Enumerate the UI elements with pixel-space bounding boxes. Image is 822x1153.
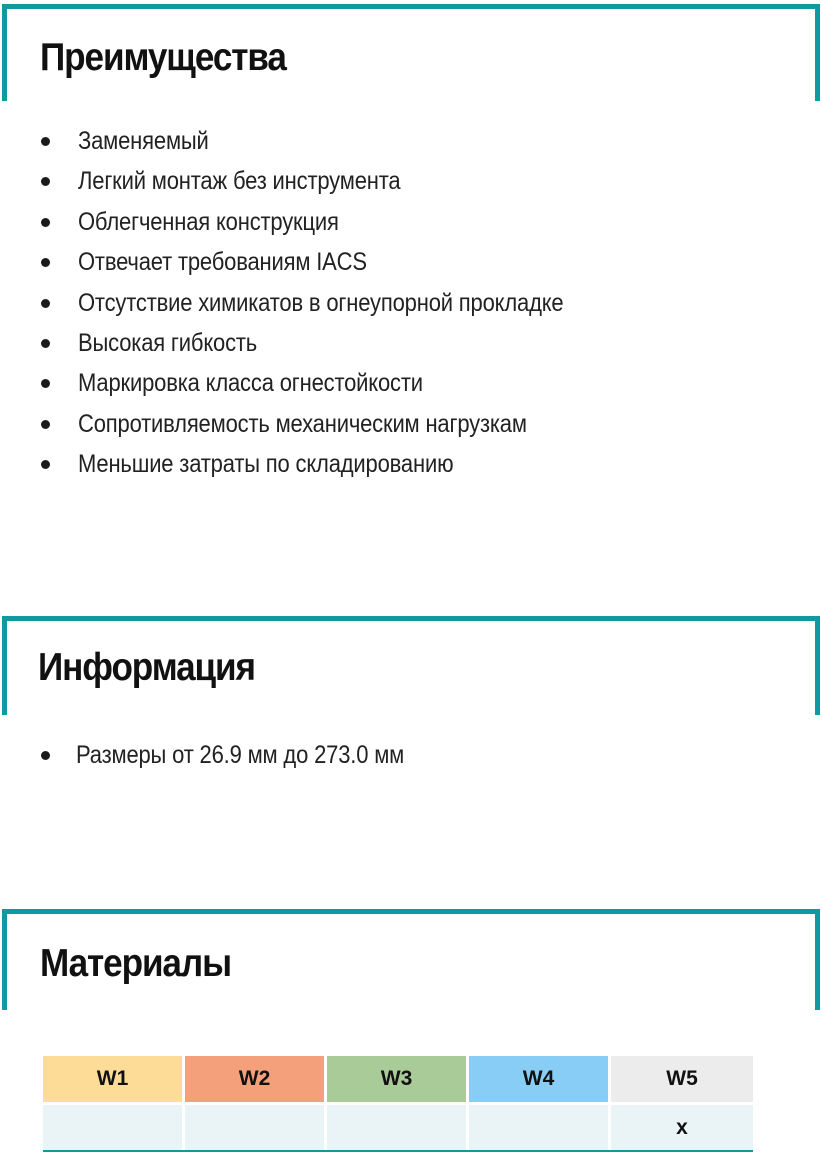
advantage-text: Отсутствие химикатов в огнеупорной прокладке — [78, 288, 564, 317]
advantage-text: Легкий монтаж без инструмента — [78, 167, 401, 196]
material-cell-w5: x — [611, 1105, 753, 1150]
bullet-icon — [41, 339, 50, 348]
material-header-w3: W3 — [327, 1056, 469, 1105]
advantage-text: Маркировка класса огнестойкости — [78, 369, 423, 398]
bullet-icon — [41, 137, 50, 146]
material-header-w1: W1 — [43, 1056, 185, 1105]
material-header-w2: W2 — [185, 1056, 327, 1105]
advantage-text: Заменяемый — [78, 127, 209, 155]
bullet-icon — [41, 420, 50, 429]
bullet-icon — [41, 379, 50, 388]
advantage-text: Сопротивляемость механическим нагрузкам — [78, 409, 527, 438]
bullet-icon — [41, 218, 50, 227]
materials-title: Материалы — [40, 942, 231, 985]
bullet-icon — [41, 258, 50, 267]
bullet-icon — [41, 460, 50, 469]
materials-table — [43, 1056, 753, 1152]
advantages-title: Преимущества — [40, 36, 286, 79]
materials-header-row — [43, 1056, 753, 1105]
advantage-text: Облегченная конструкция — [78, 207, 339, 236]
material-cell-w1 — [43, 1105, 185, 1150]
bullet-icon — [41, 299, 50, 308]
materials-value-row — [43, 1105, 753, 1150]
information-title: Информация — [38, 646, 255, 689]
advantage-text: Отвечает требованиям IACS — [78, 248, 367, 277]
advantage-text: Высокая гибкость — [78, 328, 258, 357]
material-cell-w3 — [327, 1105, 469, 1150]
bullet-icon — [41, 751, 50, 760]
advantage-text: Меньшие затраты по складированию — [78, 450, 454, 479]
material-cell-w2 — [185, 1105, 327, 1150]
material-header-w5: W5 — [611, 1056, 753, 1105]
information-text: Размеры от 26.9 мм до 273.0 мм — [76, 741, 405, 769]
material-cell-w4 — [469, 1105, 611, 1150]
material-header-w4: W4 — [469, 1056, 611, 1105]
bullet-icon — [41, 177, 50, 186]
